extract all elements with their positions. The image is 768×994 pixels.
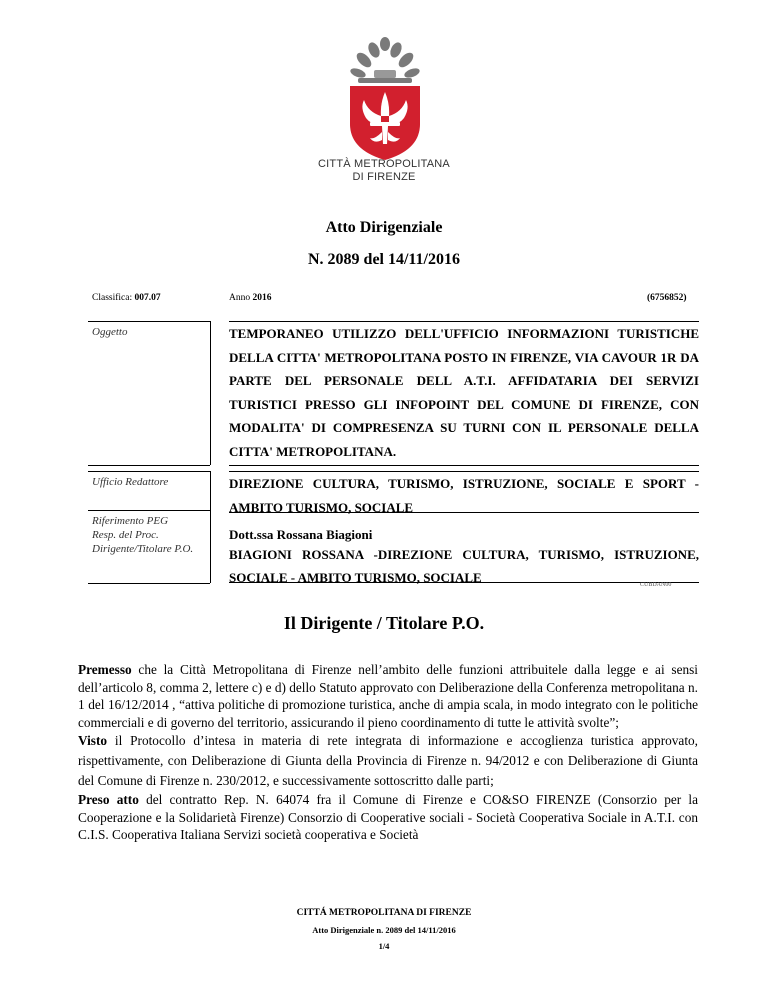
classifica-label: Classifica: [92,293,133,303]
paragraph-text: il Protocollo d’intesa in materia di rete integrata di informazione e accoglienza turistica approvato, rispettivamente, con Deliberazione di Giunta della Provincia di Firenze n. 94/2012 e con Deliberazione di Giunta del Comune di Firenze n. 230/2012, e successivamente sottoscritto dalle parti; [78,733,698,788]
paragraph-text: del contratto Rep. N. 64074 fra il Comune di Firenze e CO&SO FIRENZE (Consorzio per la Cooperazione e la Solidarietà Firenze) Consorzio di Cooperative sociali - Società Cooperativa Sociale in A.T.I. con C.I.S. Cooperativa Italiana Servizi società cooperativa e Società [78,792,698,842]
anno-label: Anno [229,293,251,303]
paragraph-keyword: Visto [78,733,108,748]
page-number: 1/4 [378,941,390,951]
classifica-value: 007.07 [134,293,161,303]
logo-line-1: CITTÀ METROPOLITANA [318,158,450,170]
footer-institution: CITTÁ METROPOLITANA DI FIRENZE [296,908,472,918]
section-title: Il Dirigente / Titolare P.O. [283,613,485,633]
oggetto-label-box [88,321,210,466]
ufficio-redattore-label: Ufficio Redattore [92,476,169,488]
anno [229,293,272,303]
dirigente-label: Dirigente/Titolare P.O. [92,543,194,555]
document-title: Atto Dirigenziale [325,219,443,236]
document-body [78,661,698,844]
resp-proc-value: Dott.ssa Rossana Biagioni [229,527,373,542]
logo-line-2: DI FIRENZE [352,171,416,183]
small-code: CUBDAN00 [640,582,672,588]
oggetto-label: Oggetto [92,326,128,338]
divider [210,471,211,583]
divider [210,321,211,465]
footer-act-reference: Atto Dirigenziale n. 2089 del 14/11/2016 [312,925,456,935]
anno-value: 2016 [252,293,272,303]
paragraph-preso-atto [78,791,698,844]
responsabili-text [229,526,699,589]
paragraph-keyword: Preso atto [78,792,139,807]
paragraph-text: che la Città Metropolitana di Firenze nell’ambito delle funzioni attribuitele dalla legge e ai sensi dell’articolo 8, comma 2, lettere c) e d) dello Statuto approvato con Deliberazione della Conferenza metropolitana n. 1 del 16/12/2014 , “attiva politiche di promozione turistica, anche di ampia scala, in modo integrato con le politiche commerciali e di governo del territorio, assicurando il pieno coordinamento di tutte le attività svolte”; [78,662,698,730]
document-code: (6756852) [647,293,687,303]
ufficio-redattore-text: DIREZIONE CULTURA, TURISMO, ISTRUZIONE, SOCIALE E SPORT - AMBITO TURISMO, SOCIALE [229,476,699,515]
logo-caption [300,158,468,184]
oggetto-text: TEMPORANEO UTILIZZO DELL'UFFICIO INFORMAZIONI TURISTICHE DELLA CITTA' METROPOLITANA POSTO IN FIRENZE, VIA CAVOUR 1R DA PARTE DEL PERSONALE DELL A.T.I. AFFIDATARIA DEI SERVIZI TURISTICI PRESSO GLI INFOPOINT DEL COMUNE DI FIRENZE, CON MODALITA' DI COMPRESENZA SU TURNI CON IL PERSONALE DELLA CITTA' METROPOLITANA. [229,326,699,459]
classifica [92,293,161,303]
resp-proc-label: Resp. del Proc. [92,529,159,541]
paragraph-keyword: Premesso [78,662,132,677]
paragraph-visto [78,731,698,791]
fleur-de-lis-crest-icon [330,36,440,160]
paragraph-premesso [78,661,698,731]
dirigente-value: BIAGIONI ROSSANA -DIREZIONE CULTURA, TURISMO, ISTRUZIONE, SOCIALE - AMBITO TURISMO, SOCIALE [229,547,699,585]
riferimento-peg-label: Riferimento PEG [92,515,169,527]
document-number: N. 2089 del 14/11/2016 [307,251,460,268]
